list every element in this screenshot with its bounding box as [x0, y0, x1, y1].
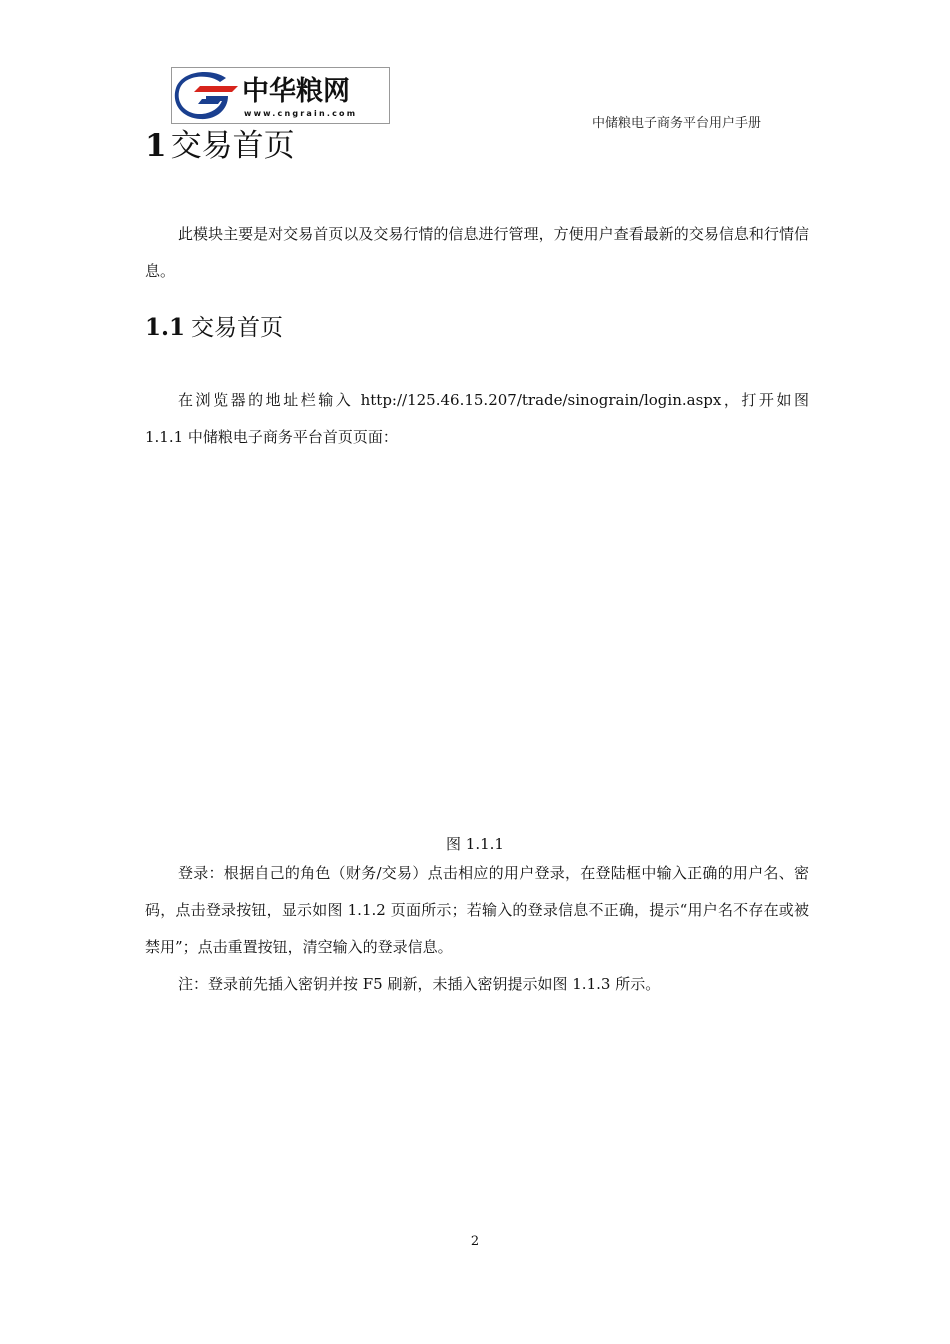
cngrain-logo-icon	[172, 68, 389, 123]
figure-area	[145, 470, 809, 820]
figure-caption: 图 1.1.1	[446, 835, 504, 853]
logo-url-text: www.cngrain.com	[244, 109, 358, 118]
intro-paragraph: 此模块主要是对交易首页以及交易行情的信息进行管理，方便用户查看最新的交易信息和行情信息。	[145, 225, 809, 280]
chapter-title: 交易首页	[170, 128, 295, 164]
company-logo	[171, 67, 390, 124]
login-paragraph: 登录：根据自己的角色（财务/交易）点击相应的用户登录，在登陆框中输入正确的用户名、密码，点击登录按钮，显示如图 1.1.2 页面所示；若输入的登录信息不正确，提示“用户名不存在或被禁用”；点击重置按钮，清空输入的登录信息。	[145, 864, 809, 956]
page-number: 2	[470, 1234, 480, 1249]
document-title: 中储粮电子商务平台用户手册	[592, 116, 762, 131]
chapter-number: 1	[145, 128, 167, 164]
section-number: 1.1	[145, 314, 186, 341]
section-paragraph: 在浏览器的地址栏输入 http://125.46.15.207/trade/sinograin/login.aspx，打开如图 1.1.1 中储粮电子商务平台首页页面：	[145, 391, 809, 446]
chapter-heading	[145, 124, 295, 168]
logo-text: 中华粮网	[242, 76, 350, 107]
note-paragraph: 注：登录前先插入密钥并按 F5 刷新，未插入密钥提示如图 1.1.3 所示。	[178, 975, 661, 993]
section-title: 交易首页	[191, 315, 284, 341]
section-heading	[145, 312, 283, 344]
